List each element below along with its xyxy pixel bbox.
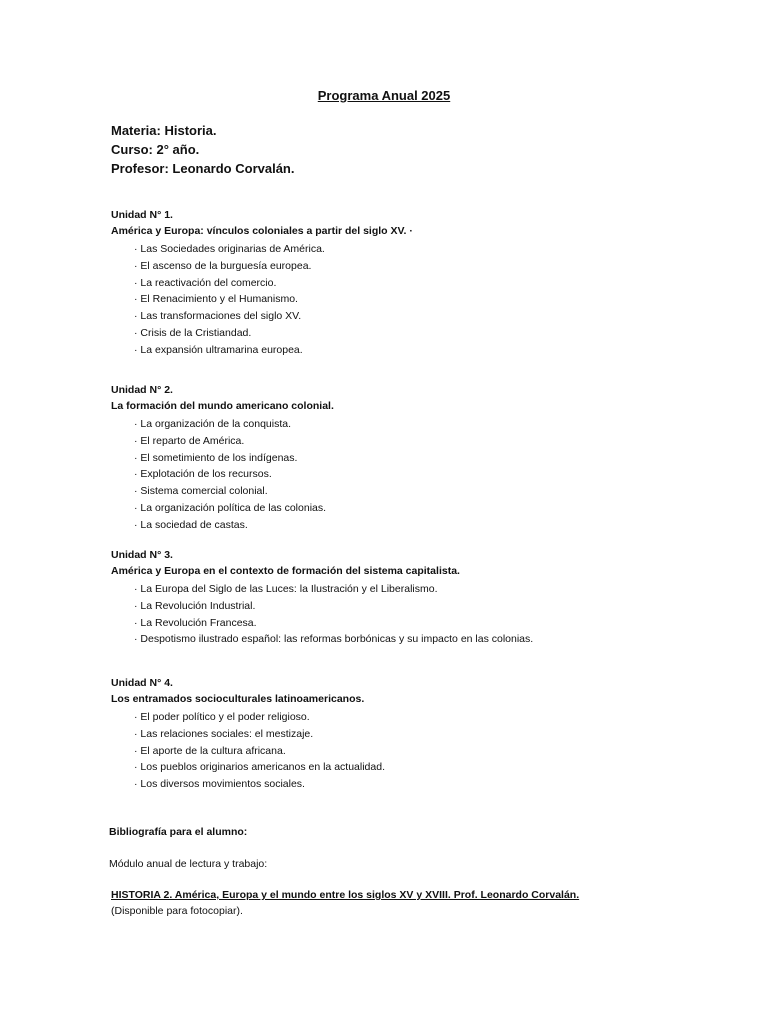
list-item: · Los diversos movimientos sociales. (134, 778, 305, 791)
topic-list (111, 416, 334, 534)
list-item: · La sociedad de castas. (134, 518, 248, 531)
topic-list (111, 581, 533, 648)
list-item: · La organización de la conquista. (134, 418, 292, 430)
module-line: Módulo anual de lectura y trabajo: (109, 858, 268, 870)
course-info (111, 121, 294, 178)
list-item: · Sistema comercial colonial. (134, 485, 268, 498)
unit-2 (111, 382, 334, 534)
list-item: · Explotación de los recursos. (134, 468, 272, 481)
unit-label: Unidad N° 4. (111, 677, 173, 689)
list-item: · La reactivación del comercio. (134, 276, 277, 289)
unit-label: Unidad N° 1. (111, 209, 173, 221)
list-item: · Las Sociedades originarias de América. (134, 243, 325, 255)
topic-list (111, 241, 413, 359)
unit-title: La formación del mundo americano colonial. (111, 400, 334, 412)
list-item: · El Renacimiento y el Humanismo. (134, 293, 298, 306)
list-item: · Despotismo ilustrado español: las reformas borbónicas y su impacto en las colonias. (134, 633, 534, 646)
list-item: · Las transformaciones del siglo XV. (134, 310, 302, 323)
list-item: · La Revolución Francesa. (134, 616, 257, 629)
topic-list (111, 709, 385, 793)
unit-4 (111, 675, 385, 793)
course-line: Curso: 2° año. (111, 142, 200, 157)
unit-title: América y Europa: vínculos coloniales a partir del siglo XV. · (111, 225, 413, 237)
list-item: · La expansión ultramarina europea. (134, 343, 303, 356)
teacher-line: Profesor: Leonardo Corvalán. (111, 161, 295, 176)
unit-label: Unidad N° 2. (111, 384, 173, 396)
list-item: · Crisis de la Cristiandad. (134, 326, 252, 339)
list-item: · La Revolución Industrial. (134, 599, 256, 612)
availability-note: (Disponible para fotocopiar). (111, 905, 243, 917)
unit-1 (111, 207, 413, 359)
list-item: · Las relaciones sociales: el mestizaje. (134, 727, 314, 740)
bibliography-heading: Bibliografía para el alumno: (109, 826, 248, 838)
unit-title: América y Europa en el contexto de formación del sistema capitalista. (111, 565, 460, 577)
list-item: · El sometimiento de los indígenas. (134, 451, 298, 464)
unit-title: Los entramados socioculturales latinoamericanos. (111, 693, 365, 705)
list-item: · La organización política de las colonias. (134, 501, 327, 514)
list-item: · El reparto de América. (134, 434, 245, 447)
list-item: · El ascenso de la burguesía europea. (134, 259, 312, 272)
unit-label: Unidad N° 3. (111, 549, 173, 561)
list-item: · El aporte de la cultura africana. (134, 744, 286, 757)
unit-3 (111, 547, 533, 648)
list-item: · Los pueblos originarios americanos en la actualidad. (134, 761, 385, 774)
page-title: Programa Anual 2025 (317, 88, 451, 103)
subject-line: Materia: Historia. (111, 123, 217, 138)
list-item: · El poder político y el poder religioso. (134, 711, 310, 723)
list-item: · La Europa del Siglo de las Luces: la Ilustración y el Liberalismo. (134, 583, 438, 595)
book-reference: HISTORIA 2. América, Europa y el mundo entre los siglos XV y XVIII. Prof. Leonardo Corvalán. (111, 889, 580, 901)
